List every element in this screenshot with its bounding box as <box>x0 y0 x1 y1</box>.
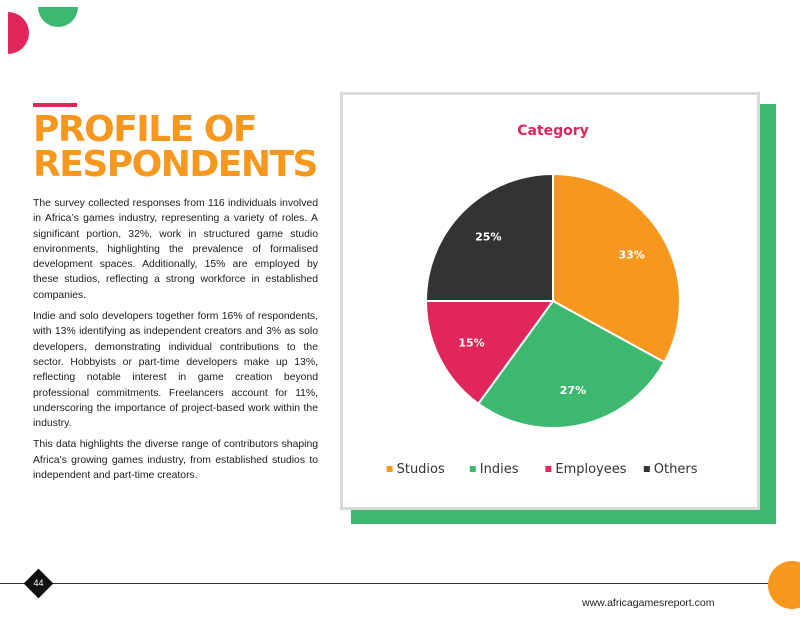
logo-left-half-circle <box>8 12 30 54</box>
corner-decoration-circle <box>768 561 800 609</box>
page-title-line1: PROFILE OF <box>33 109 256 150</box>
paragraph-3: This data highlights the diverse range of contributors shaping Africa’s growing games industry, from established studios to independent and part-time creators. <box>33 439 318 482</box>
legend-swatch-studios <box>387 466 393 472</box>
title-accent-bar <box>33 103 77 107</box>
page-number: 44 <box>33 578 44 588</box>
body-text <box>33 196 318 489</box>
pie-chart <box>343 95 757 507</box>
paragraph-1: The survey collected responses from 116 individuals involved in Africa’s games industry, representing a variety of roles. A significant portion, 32%, work in structured game studio environments, highlighting the prevalence of formalised development spaces. Additionally, 15% are employed by these studios, reflecting a strong workforce in established companies. <box>33 198 318 301</box>
legend-swatch-employees <box>545 466 551 472</box>
legend-swatch-indies <box>470 466 476 472</box>
chart-card <box>340 92 760 510</box>
logo-top-half-circle <box>38 7 78 29</box>
legend-label-indies: Indies <box>479 462 519 477</box>
legend-label-studios: Studios <box>396 462 445 477</box>
slice-label-others: 25% <box>475 230 502 244</box>
footer-divider <box>0 583 772 584</box>
footer-url: www.africagamesreport.com <box>582 597 715 609</box>
page-title-line2: RESPONDENTS <box>33 144 317 185</box>
page-title <box>33 109 317 185</box>
slice-label-indies: 27% <box>559 384 587 398</box>
legend-label-employees: Employees <box>555 462 627 477</box>
paragraph-2: Indie and solo developers together form 16% of respondents, with 13% identifying as independent creators and 3% as solo developers, demonstrating individual contributions to the sector. Hobbyists or part-time developers make up 13%, reflecting notable interest in game creation beyond professional commitments. Freelancers account for 11%, underscoring the importance of project-based work within the industry. <box>33 311 318 430</box>
slice-label-studios: 33% <box>618 248 645 262</box>
chart-title: Category <box>517 123 589 139</box>
legend-label-others: Others <box>653 462 698 477</box>
legend-swatch-others <box>644 466 650 472</box>
slice-label-employees: 15% <box>458 336 485 350</box>
